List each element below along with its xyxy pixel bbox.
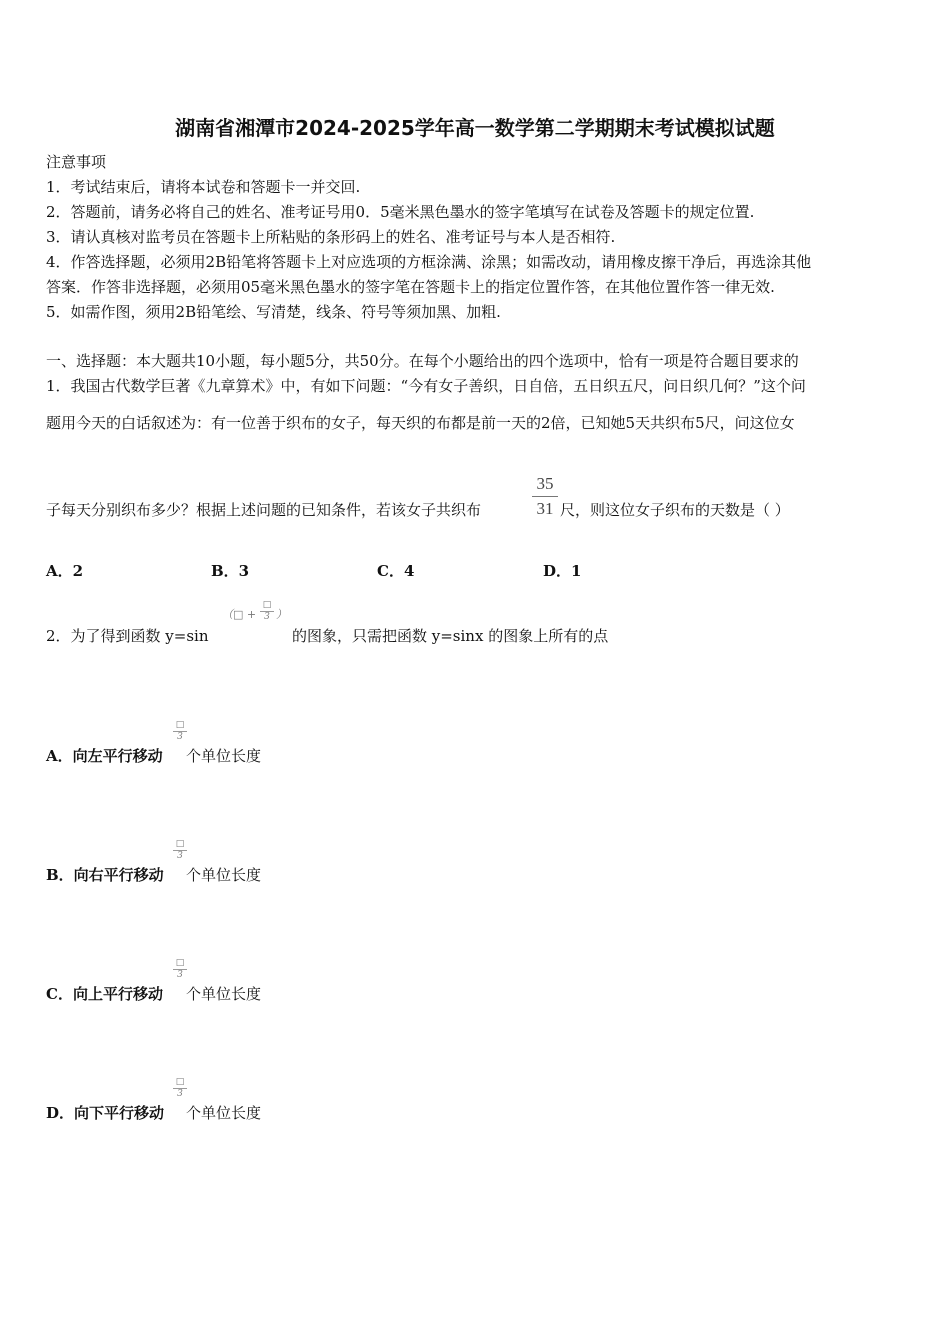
q1-option-a: A．2: [46, 562, 84, 580]
q1-option-c: C．4: [377, 562, 415, 580]
notice-item: 答案．作答非选择题，必须用05毫米黑色墨水的签字笔在答题卡上的指定位置作答，在其他位置作答一律无效.: [46, 278, 775, 296]
numerator: □: [175, 720, 185, 730]
q2-option-a-suffix: 个单位长度: [186, 747, 262, 765]
numerator: □: [175, 1077, 185, 1087]
q2-option-a-fraction: [173, 721, 187, 742]
denominator: 3: [177, 851, 183, 861]
q1-option-b: B．3: [211, 562, 250, 580]
denominator: 3: [177, 1089, 183, 1099]
fraction-bar: [532, 496, 558, 497]
q2-expression-open: （□ +: [222, 608, 257, 621]
q2-expression-close: ）: [276, 608, 287, 621]
q2-option-c-fraction: [173, 959, 187, 980]
notice-heading: 注意事项: [46, 153, 107, 171]
q1-fraction: [532, 474, 558, 519]
q2-option-d: D．向下平行移动: [46, 1104, 165, 1122]
q1-line2: 题用今天的白话叙述为：有一位善于织布的女子，每天织的布都是前一天的2倍，已知她5天共织布5尺，问这位女: [46, 414, 795, 432]
notice-item: 2．答题前，请务必将自己的姓名、准考证号用0．5毫米黑色墨水的签字笔填写在试卷及答题卡的规定位置.: [46, 203, 755, 221]
q1-line1: 1．我国古代数学巨著《九章算术》中，有如下问题：“今有女子善织，日自倍，五日织五尺，问日织几何？”这个问: [46, 377, 806, 395]
q2-option-b: B．向右平行移动: [46, 866, 164, 884]
q2-option-c: C．向上平行移动: [46, 985, 163, 1003]
q2-option-d-fraction: [173, 1078, 187, 1099]
q2-option-c-suffix: 个单位长度: [186, 985, 262, 1003]
page-title: 湖南省湘潭市2024-2025学年高一数学第二学期期末考试模拟试题: [175, 116, 775, 140]
numerator: □: [175, 839, 185, 849]
q2-option-b-fraction: [173, 840, 187, 861]
denominator: 3: [177, 970, 183, 980]
notice-item: 5．如需作图，须用2B铅笔绘、写清楚，线条、符号等须加黑、加粗.: [46, 303, 501, 321]
q2-option-d-suffix: 个单位长度: [186, 1104, 262, 1122]
q1-fraction-denominator: 31: [536, 499, 554, 518]
denominator: 3: [177, 732, 183, 742]
notice-item: 4．作答选择题，必须用2B铅笔将答题卡上对应选项的方框涂满、涂黑；如需改动，请用橡皮擦干净后，再选涂其他: [46, 253, 812, 271]
q1-line3-pre: 子每天分别织布多少？根据上述问题的已知条件，若该女子共织布: [46, 501, 482, 519]
section-heading: 一、选择题：本大题共10小题，每小题5分，共50分。在每个小题给出的四个选项中，恰有一项是符合题目要求的: [46, 352, 799, 370]
q2-stem-post: 的图象，只需把函数 y=sinx 的图象上所有的点: [292, 627, 609, 645]
q1-line3-post: 尺，则这位女子织布的天数是（ ）: [560, 501, 790, 519]
q2-expr-numerator: □: [262, 600, 272, 610]
q2-option-a: A．向左平行移动: [46, 747, 163, 765]
numerator: □: [175, 958, 185, 968]
notice-item: 3．请认真核对监考员在答题卡上所粘贴的条形码上的姓名、准考证号与本人是否相符.: [46, 228, 616, 246]
q1-fraction-numerator: 35: [536, 474, 554, 493]
notice-item: 1．考试结束后，请将本试卷和答题卡一并交回.: [46, 178, 361, 196]
q2-expression-fraction: [260, 601, 274, 622]
q2-option-b-suffix: 个单位长度: [186, 866, 262, 884]
q2-expr-denominator: 3: [264, 612, 270, 622]
q2-stem-pre: 2．为了得到函数 y=sin: [46, 627, 209, 645]
q1-option-d: D．1: [543, 562, 582, 580]
